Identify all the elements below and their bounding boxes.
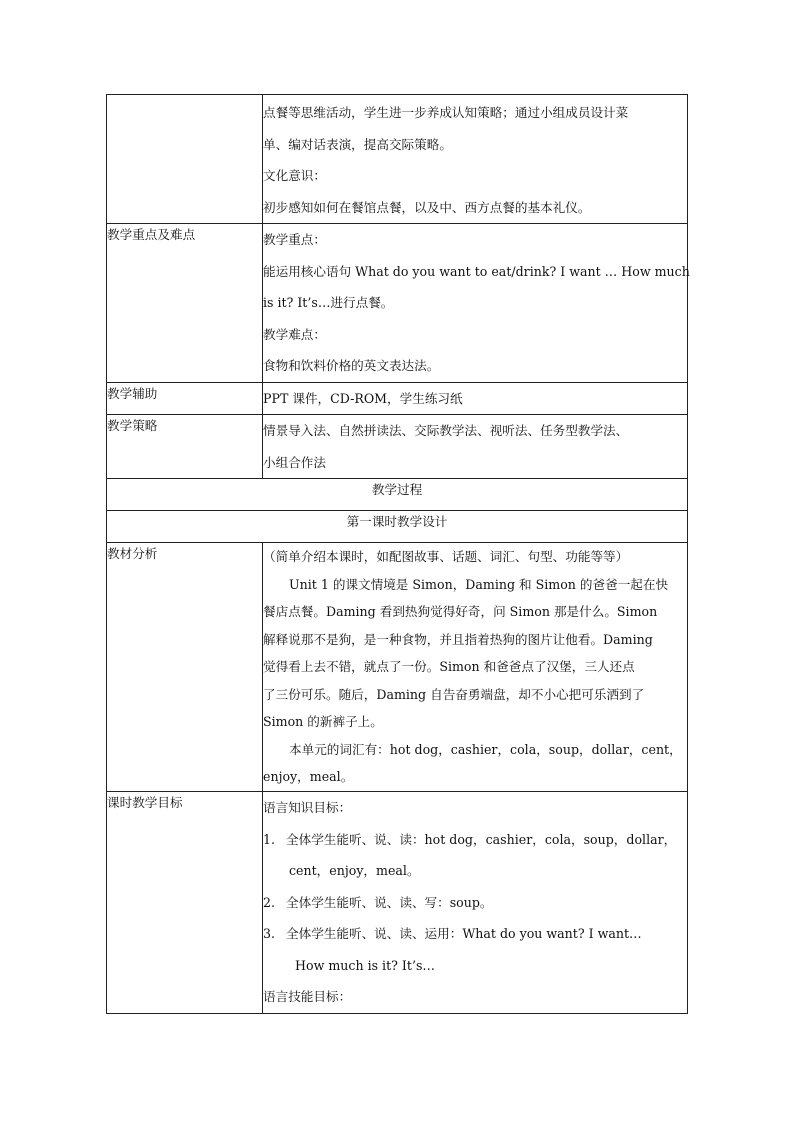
row-label: 教学策略	[107, 415, 263, 479]
row-label-empty	[107, 95, 263, 224]
table-row	[107, 479, 688, 511]
text-line: 情景导入法、自然拼读法、交际教学法、视听法、任务型教学法、	[263, 423, 629, 438]
item-text: 全体学生能听、说、读、运用：What do you want? I want…	[286, 926, 642, 941]
text-line: 了三份可乐。随后，Daming 自告奋勇端盘，却不小心把可乐洒到了	[263, 686, 645, 702]
lesson-plan-table	[106, 94, 688, 1014]
text-line: 文化意识：	[263, 168, 326, 183]
text-line: Unit 1 的课文情境是 Simon，Daming 和 Simon 的爸爸一起在快	[289, 576, 669, 592]
text-line: 食物和饮料价格的英文表达法。	[263, 358, 440, 373]
text-line: 单、编对话表演，提高交际策略。	[263, 136, 452, 152]
table-row	[107, 511, 688, 543]
text-line: 教学难点：	[263, 326, 326, 342]
table-row	[107, 224, 688, 383]
text-line: is it? It’s…进行点餐。	[263, 295, 394, 310]
text-line: 觉得看上去不错，就点了一份。Simon 和爸爸点了汉堡，三人还点	[263, 659, 635, 674]
row-content	[263, 224, 688, 383]
list-item	[263, 918, 687, 950]
row-label: 教材分析	[107, 543, 263, 792]
row-content	[263, 382, 688, 415]
item-text: 全体学生能听、说、读、写：soup。	[286, 894, 493, 910]
item-number: 2.	[263, 894, 276, 910]
text-line: （简单介绍本课时，如配图故事、话题、词汇、句型、功能等等）	[263, 549, 629, 564]
item-number: 3.	[263, 926, 276, 941]
text-line: 语言知识目标：	[263, 800, 352, 815]
list-item	[263, 887, 687, 919]
text-line: Simon 的新裤子上。	[263, 714, 383, 729]
table-row	[107, 382, 688, 415]
text-line: 语言技能目标：	[263, 989, 352, 1004]
text-line: 解释说那不是狗，是一种食物，并且指着热狗的图片让他看。Daming	[263, 631, 653, 647]
text-line: 本单元的词汇有：hot dog，cashier，cola，soup，dollar，cent，	[289, 741, 682, 757]
text-line: 初步感知如何在餐馆点餐，以及中、西方点餐的基本礼仪。	[263, 199, 591, 215]
text-line: 教学重点：	[263, 232, 326, 247]
text-line: enjoy，meal。	[263, 769, 354, 784]
section-header: 教学过程	[107, 479, 688, 511]
text-line: 小组合作法	[263, 454, 326, 470]
row-content	[263, 543, 688, 792]
table-row	[107, 543, 688, 792]
table-row	[107, 95, 688, 224]
table-row	[107, 415, 688, 479]
row-label: 课时教学目标	[107, 792, 263, 1014]
row-content	[263, 415, 688, 479]
row-label: 教学重点及难点	[107, 224, 263, 383]
item-number: 1.	[263, 831, 276, 847]
row-content	[263, 95, 688, 224]
table-row	[107, 792, 688, 1014]
list-item	[263, 824, 687, 856]
section-header: 第一课时教学设计	[107, 511, 688, 543]
row-content	[263, 792, 688, 1014]
text-line: PPT 课件，CD-ROM，学生练习纸	[263, 390, 463, 406]
text-line: 能运用核心语句 What do you want to eat/drink? I want … How much	[263, 263, 690, 279]
row-label: 教学辅助	[107, 382, 263, 415]
text-line: cent，enjoy，meal。	[289, 863, 420, 878]
item-text: 全体学生能听、说、读：hot dog，cashier，cola，soup，dollar，	[286, 831, 677, 847]
text-line: 餐店点餐。Daming 看到热狗觉得好奇，问 Simon 那是什么。Simon	[263, 604, 658, 619]
text-line: How much is it? It’s…	[295, 957, 436, 973]
text-line: 点餐等思维活动，学生进一步养成认知策略；通过小组成员设计菜	[263, 105, 629, 120]
